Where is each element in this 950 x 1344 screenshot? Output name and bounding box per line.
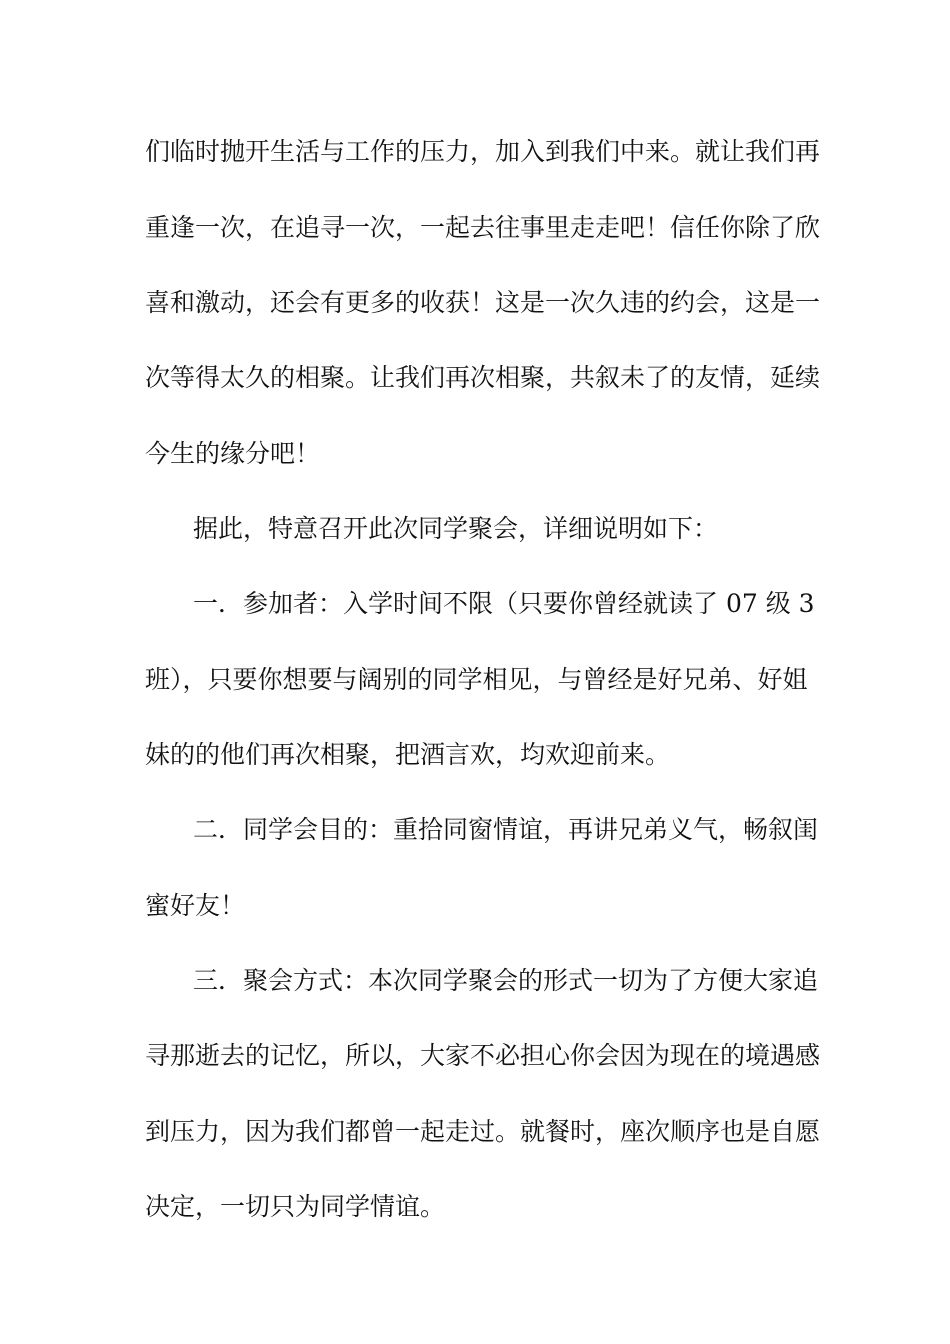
paragraph-line: 班），只要你想要与阔别的同学相见，与曾经是好兄弟、好姐 [145,665,808,694]
section-heading-line: 一．参加者：入学时间不限（只要你曾经就读了 07 级 3 [193,589,815,618]
paragraph-line: 今生的缘分吧！ [145,439,321,468]
paragraph-line: 重逢一次，在追寻一次，一起去往事里走走吧！信任你除了欣 [145,213,821,242]
paragraph-line: 妹的的他们再次相聚，把酒言欢，均欢迎前来。 [145,740,671,769]
paragraph-line: 蜜好友！ [145,891,246,920]
paragraph-line: 到压力，因为我们都曾一起走过。就餐时，座次顺序也是自愿 [145,1117,821,1146]
paragraph-line: 喜和激动，还会有更多的收获！这是一次久违的约会，这是一 [145,288,821,317]
section-heading-line: 二．同学会目的：重拾同窗情谊，再讲兄弟义气，畅叙闺 [193,815,819,844]
paragraph-line: 次等得太久的相聚。让我们再次相聚，共叙未了的友情，延续 [145,363,821,392]
paragraph-line: 决定，一切只为同学情谊。 [145,1192,446,1221]
section-heading-line: 三．聚会方式：本次同学聚会的形式一切为了方便大家追 [193,966,819,995]
paragraph-line: 寻那逝去的记忆，所以，大家不必担心你会因为现在的境遇感 [145,1041,821,1070]
paragraph-line: 们临时抛开生活与工作的压力，加入到我们中来。就让我们再 [145,137,821,166]
paragraph-line: 据此，特意召开此次同学聚会，详细说明如下： [193,514,719,543]
